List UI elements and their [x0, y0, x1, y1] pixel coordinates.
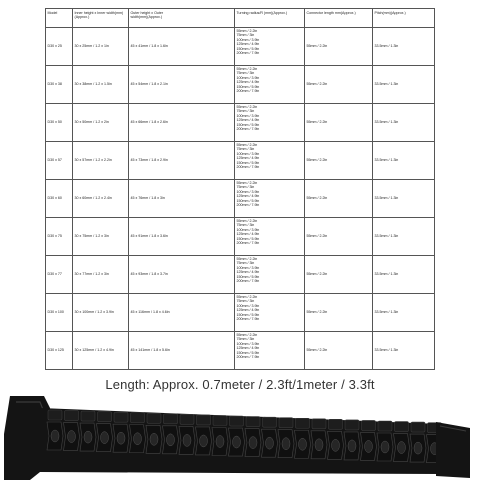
chain-link-top — [329, 419, 343, 429]
table-row — [46, 293, 435, 331]
chain-link-pin — [68, 431, 76, 443]
cell-outer-size: 45 x 73mm / 1.8 x 2.9in — [129, 141, 235, 179]
chain-link-top — [378, 421, 392, 431]
radius-option: 125mm / 4.9in — [236, 232, 260, 236]
cell-model: D30 x 75 — [46, 217, 73, 255]
radius-option: 125mm / 4.9in — [236, 308, 260, 312]
cell-model: D30 x 60 — [46, 179, 73, 217]
radius-option: 200mm / 7.9in — [236, 51, 260, 55]
cell-model: D30 x 57 — [46, 141, 73, 179]
spec-body — [46, 27, 435, 369]
chain-link-pin — [266, 437, 274, 449]
chain-link-top — [362, 420, 376, 430]
chain-link-pin — [348, 440, 356, 452]
radius-option: 100mm / 3.9in — [236, 37, 260, 42]
chain-link-top — [230, 416, 244, 426]
radius-option: 125mm / 4.9in — [236, 346, 260, 350]
cell-inner-size: 30 x 100mm / 1.2 x 3.9in — [73, 293, 129, 331]
cell-inner-size: 30 x 75mm / 1.2 x 3in — [73, 217, 129, 255]
cell-turning-radius — [235, 141, 305, 179]
cell-model: D30 x 50 — [46, 103, 73, 141]
radius-option: 150mm / 5.9in — [236, 122, 260, 127]
cell-connector-length: 55mm / 2.2in — [305, 103, 373, 141]
cell-connector-length: 55mm / 2.2in — [305, 217, 373, 255]
cell-outer-size: 45 x 54mm / 1.8 x 2.1in — [129, 65, 235, 103]
cell-turning-radius — [235, 331, 305, 369]
chain-link-top — [98, 412, 112, 422]
chain-link-pin — [299, 438, 307, 450]
radius-option: 125mm / 4.9in — [236, 80, 260, 84]
table-row — [46, 179, 435, 217]
chain-link-top — [213, 416, 227, 426]
radius-option: 55mm / 2.2in — [236, 142, 258, 147]
chain-link-top — [411, 422, 425, 432]
chain-link-pin — [249, 437, 257, 449]
cell-connector-length: 55mm / 2.2in — [305, 27, 373, 65]
header-outer-line: Outer height x Outer — [130, 10, 164, 15]
cell-outer-size: 45 x 41mm / 1.8 x 1.6in — [129, 27, 235, 65]
chain-link-pin — [315, 439, 323, 451]
chain-link-top — [197, 415, 211, 425]
radius-option: 100mm / 3.9in — [236, 265, 260, 270]
radius-option: 125mm / 4.9in — [236, 42, 260, 46]
chain-link-top — [395, 422, 409, 432]
chain-link-pin — [183, 434, 191, 446]
chain-link-top — [246, 417, 260, 427]
cell-inner-size: 30 x 60mm / 1.2 x 2.4in — [73, 179, 129, 217]
chain-link-top — [81, 411, 95, 421]
chain-link-top — [164, 414, 178, 424]
cell-pitch: 33.5mm / 1.3in — [373, 217, 435, 255]
cell-pitch: 33.5mm / 1.3in — [373, 331, 435, 369]
chain-link-top — [65, 411, 79, 421]
radius-option: 200mm / 7.9in — [236, 127, 260, 131]
chain-link-pin — [233, 436, 241, 448]
radius-option: 100mm / 3.9in — [236, 189, 260, 194]
header-outer-line: width(mm)(Approx.) — [130, 15, 163, 19]
chain-link-pin — [414, 442, 422, 454]
header-inner-line: (Approx.) — [74, 15, 90, 19]
cell-inner-size: 30 x 77mm / 1.2 x 3in — [73, 255, 129, 293]
chain-link-pin — [332, 439, 340, 451]
length-caption: Length: Approx. 0.7meter / 2.3ft/1meter / 3.3ft — [105, 377, 375, 392]
table-row — [46, 217, 435, 255]
radius-option: 200mm / 7.9in — [236, 165, 260, 169]
cell-outer-size: 45 x 66mm / 1.8 x 2.6in — [129, 103, 235, 141]
cell-turning-radius — [235, 179, 305, 217]
chain-link-pin — [282, 438, 290, 450]
cell-model: D30 x 25 — [46, 27, 73, 65]
radius-option: 55mm / 2.2in — [236, 332, 258, 337]
radius-option: 125mm / 4.9in — [236, 156, 260, 160]
radius-option: 125mm / 4.9in — [236, 194, 260, 198]
radius-option: 150mm / 5.9in — [236, 312, 260, 317]
radius-option: 200mm / 7.9in — [236, 89, 260, 93]
cell-connector-length: 55mm / 2.2in — [305, 65, 373, 103]
table-row — [46, 65, 435, 103]
chain-link-pin — [51, 430, 59, 442]
header-pitch: Pitch(mm)(Approx.) — [373, 9, 435, 28]
header-inner-line: Inner height x Inner width(mm) — [74, 10, 124, 15]
radius-option: 100mm / 3.9in — [236, 227, 260, 232]
cell-pitch: 33.5mm / 1.3in — [373, 293, 435, 331]
cell-model: D30 x 38 — [46, 65, 73, 103]
radius-option: 100mm / 3.9in — [236, 341, 260, 346]
cell-turning-radius — [235, 255, 305, 293]
radius-option: 75mm / 3in — [236, 261, 255, 265]
cell-model: D30 x 125 — [46, 331, 73, 369]
table-row — [46, 141, 435, 179]
cell-pitch: 33.5mm / 1.3in — [373, 255, 435, 293]
header-row — [46, 9, 435, 28]
radius-option: 200mm / 7.9in — [236, 241, 260, 245]
cell-outer-size: 45 x 91mm / 1.8 x 3.6in — [129, 217, 235, 255]
cell-pitch: 33.5mm / 1.3in — [373, 141, 435, 179]
chain-link-pin — [365, 440, 373, 452]
cell-connector-length: 55mm / 2.2in — [305, 293, 373, 331]
radius-option: 150mm / 5.9in — [236, 198, 260, 203]
radius-option: 75mm / 3in — [236, 299, 255, 303]
header-connector-length: Connector length mm(Approx.) — [305, 9, 373, 28]
cell-turning-radius — [235, 217, 305, 255]
chain-link-pin — [200, 435, 208, 447]
chain-link-top — [180, 414, 194, 424]
radius-option: 150mm / 5.9in — [236, 350, 260, 355]
cell-inner-size: 30 x 50mm / 1.2 x 2in — [73, 103, 129, 141]
table-row — [46, 103, 435, 141]
chain-link-pin — [398, 442, 406, 454]
chain-link-pin — [381, 441, 389, 453]
radius-option: 150mm / 5.9in — [236, 84, 260, 89]
header-outer-size — [129, 9, 235, 28]
cell-turning-radius — [235, 293, 305, 331]
cell-connector-length: 55mm / 2.2in — [305, 179, 373, 217]
cell-pitch: 33.5mm / 1.3in — [373, 27, 435, 65]
cell-outer-size: 45 x 76mm / 1.8 x 3in — [129, 179, 235, 217]
chain-link-top — [147, 413, 161, 423]
chain-link-pin — [117, 432, 125, 444]
radius-option: 55mm / 2.2in — [236, 104, 258, 109]
radius-option: 150mm / 5.9in — [236, 236, 260, 241]
chain-link-top — [263, 417, 277, 427]
radius-option: 55mm / 2.2in — [236, 66, 258, 71]
chain-link-pin — [84, 431, 92, 443]
table-row — [46, 27, 435, 65]
radius-option: 150mm / 5.9in — [236, 46, 260, 51]
radius-option: 100mm / 3.9in — [236, 75, 260, 80]
chain-link-top — [114, 412, 128, 422]
chain-link-pin — [216, 436, 224, 448]
radius-option: 55mm / 2.2in — [236, 180, 258, 185]
cell-outer-size: 45 x 141mm / 1.8 x 5.6in — [129, 331, 235, 369]
cell-pitch: 33.5mm / 1.3in — [373, 103, 435, 141]
radius-option: 75mm / 3in — [236, 109, 255, 113]
chain-link-top — [296, 418, 310, 428]
header-model: Model — [46, 9, 73, 28]
radius-option: 200mm / 7.9in — [236, 279, 260, 283]
radius-option: 75mm / 3in — [236, 337, 255, 341]
chain-link-top — [131, 413, 145, 423]
radius-option: 125mm / 4.9in — [236, 118, 260, 122]
cell-inner-size: 30 x 38mm / 1.2 x 1.5in — [73, 65, 129, 103]
cell-connector-length: 55mm / 2.2in — [305, 141, 373, 179]
radius-option: 55mm / 2.2in — [236, 28, 258, 33]
radius-option: 100mm / 3.9in — [236, 151, 260, 156]
cell-turning-radius — [235, 103, 305, 141]
cell-pitch: 33.5mm / 1.3in — [373, 179, 435, 217]
radius-option: 200mm / 7.9in — [236, 203, 260, 207]
cell-inner-size: 30 x 57mm / 1.2 x 2.2in — [73, 141, 129, 179]
cell-pitch: 33.5mm / 1.3in — [373, 65, 435, 103]
radius-option: 150mm / 5.9in — [236, 274, 260, 279]
header-inner-size — [73, 9, 129, 28]
cell-model: D30 x 77 — [46, 255, 73, 293]
radius-option: 200mm / 7.9in — [236, 317, 260, 321]
chain-link-pin — [167, 434, 175, 446]
spec-table — [45, 8, 435, 370]
table-row — [46, 255, 435, 293]
chain-link-pin — [101, 432, 109, 444]
radius-option: 75mm / 3in — [236, 147, 255, 151]
chain-link-top — [279, 418, 293, 428]
radius-option: 75mm / 3in — [236, 223, 255, 227]
radius-option: 100mm / 3.9in — [236, 303, 260, 308]
cell-connector-length: 55mm / 2.2in — [305, 331, 373, 369]
chain-link-top — [312, 419, 326, 429]
cell-turning-radius — [235, 27, 305, 65]
chain-link-pin — [150, 433, 158, 445]
cell-turning-radius — [235, 65, 305, 103]
chain-link-top — [345, 420, 359, 430]
cell-outer-size: 45 x 116mm / 1.8 x 4.6in — [129, 293, 235, 331]
header-turning-radius: Turning radius/R (mm)(Approx.) — [235, 9, 305, 28]
cell-inner-size: 30 x 125mm / 1.2 x 4.9in — [73, 331, 129, 369]
radius-option: 75mm / 3in — [236, 33, 255, 37]
radius-option: 75mm / 3in — [236, 71, 255, 75]
cell-model: D30 x 100 — [46, 293, 73, 331]
radius-option: 55mm / 2.2in — [236, 294, 258, 299]
radius-option: 125mm / 4.9in — [236, 270, 260, 274]
radius-option: 200mm / 7.9in — [236, 355, 260, 359]
radius-option: 55mm / 2.2in — [236, 218, 258, 223]
radius-option: 75mm / 3in — [236, 185, 255, 189]
chain-link-top — [48, 410, 62, 420]
drag-chain-image — [0, 394, 480, 480]
cell-inner-size: 30 x 25mm / 1.2 x 1in — [73, 27, 129, 65]
table-row — [46, 331, 435, 369]
radius-option: 100mm / 3.9in — [236, 113, 260, 118]
cell-outer-size: 45 x 93mm / 1.8 x 3.7in — [129, 255, 235, 293]
chain-link-pin — [134, 433, 142, 445]
radius-option: 55mm / 2.2in — [236, 256, 258, 261]
radius-option: 150mm / 5.9in — [236, 160, 260, 165]
cell-connector-length: 55mm / 2.2in — [305, 255, 373, 293]
